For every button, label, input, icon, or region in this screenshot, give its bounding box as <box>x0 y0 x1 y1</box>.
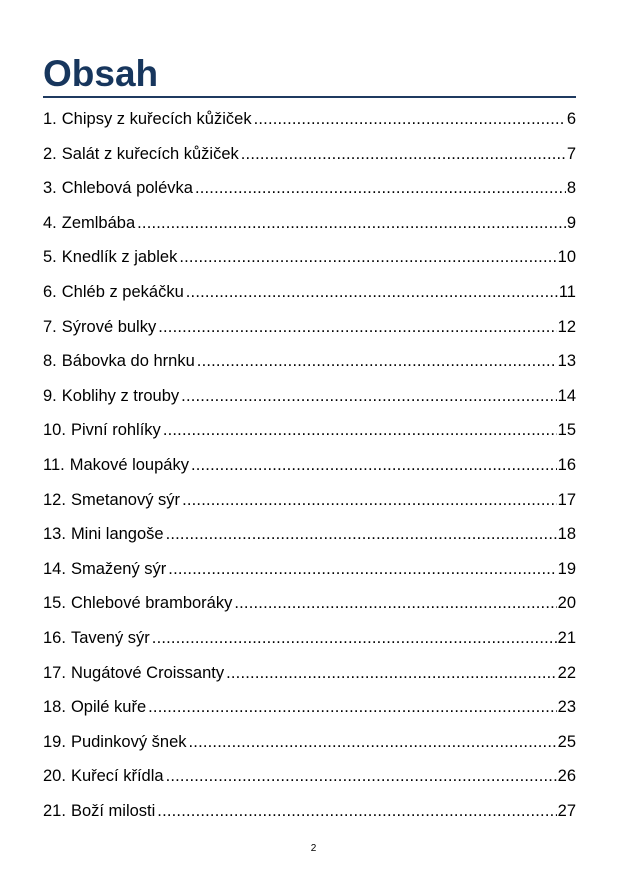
toc-entry-page: 11 <box>558 282 576 301</box>
toc-entry-title: Knedlík z jablek <box>61 248 178 267</box>
toc-entry[interactable] <box>43 275 576 310</box>
toc-entry-number: 3. <box>43 179 57 198</box>
toc-entry[interactable] <box>43 794 576 829</box>
toc-entry-number: 2. <box>43 144 57 163</box>
toc-entry-number: 15. <box>43 594 66 613</box>
toc-dot-leader <box>197 344 557 379</box>
toc-entry[interactable] <box>43 413 576 448</box>
toc-entry-number: 14. <box>43 559 66 578</box>
toc-entry-page: 17 <box>557 490 576 509</box>
toc-entry-page: 8 <box>566 179 576 198</box>
toc-dot-leader <box>234 586 556 621</box>
toc-entry[interactable] <box>43 586 576 621</box>
heading-underline <box>43 96 576 98</box>
toc-entry-number: 21. <box>43 801 66 820</box>
toc-entry-page: 26 <box>557 767 576 786</box>
toc-entry-number: 20. <box>43 767 66 786</box>
toc-entry-title: Chipsy z kuřecích kůžiček <box>61 110 252 128</box>
toc-dot-leader <box>181 379 556 414</box>
toc-entry-title: Chlebová polévka <box>61 179 193 198</box>
toc-dot-leader <box>186 275 558 310</box>
toc-entry[interactable] <box>43 552 576 587</box>
toc-entry-title: Zemlbába <box>61 213 136 232</box>
toc-dot-leader <box>137 206 566 241</box>
toc-entry[interactable] <box>43 240 576 275</box>
toc-entry-page: 13 <box>557 352 576 371</box>
toc-entry-number: 5. <box>43 248 57 267</box>
toc-entry[interactable] <box>43 206 576 241</box>
toc-entry-title: Makové loupáky <box>69 455 189 474</box>
toc-heading: Obsah <box>43 53 159 94</box>
toc-entry[interactable] <box>43 690 576 725</box>
page-number: 2 <box>310 843 317 854</box>
toc-entry-title: Smažený sýr <box>70 559 167 578</box>
toc-entry-number: 1. <box>43 110 57 128</box>
toc-entry-page: 16 <box>557 455 576 474</box>
toc-dot-leader <box>189 725 557 760</box>
toc-entry[interactable] <box>43 171 576 206</box>
toc-dot-leader <box>166 517 557 552</box>
toc-entry-title: Tavený sýr <box>70 628 150 647</box>
toc-entry[interactable] <box>43 656 576 691</box>
toc-entry-page: 21 <box>557 628 576 647</box>
toc-entry[interactable] <box>43 621 576 656</box>
toc-dot-leader <box>157 794 556 829</box>
toc-entry[interactable] <box>43 448 576 483</box>
toc-entry-page: 15 <box>557 421 576 440</box>
toc-entry-number: 7. <box>43 317 57 336</box>
toc-entry-title: Chléb z pekáčku <box>61 282 184 301</box>
toc-entry-title: Pivní rohlíky <box>70 421 161 440</box>
toc-entry-page: 6 <box>566 110 576 128</box>
toc-entry-page: 12 <box>557 317 576 336</box>
toc-dot-leader <box>226 656 557 691</box>
toc-entry-page: 19 <box>557 559 576 578</box>
toc-dot-leader <box>254 102 566 137</box>
toc-entry[interactable] <box>43 102 576 137</box>
toc-entry-page: 20 <box>557 594 576 613</box>
toc-dot-leader <box>241 137 566 172</box>
toc-entry-title: Pudinkový šnek <box>70 732 187 751</box>
toc-entry[interactable] <box>43 379 576 414</box>
toc-entry[interactable] <box>43 725 576 760</box>
toc-entry-page: 10 <box>557 248 576 267</box>
toc-dot-leader <box>182 483 557 518</box>
toc-entry-title: Opilé kuře <box>70 698 147 717</box>
toc-entry-page: 27 <box>557 801 576 820</box>
toc-entry-page: 22 <box>557 663 576 682</box>
toc-entry-title: Smetanový sýr <box>70 490 181 509</box>
toc-entry[interactable] <box>43 517 576 552</box>
toc-dot-leader <box>168 552 556 587</box>
toc-entry-number: 9. <box>43 386 57 405</box>
toc-dot-leader <box>158 310 556 345</box>
toc-entry-number: 4. <box>43 213 57 232</box>
toc-entry-title: Koblihy z trouby <box>61 386 180 405</box>
toc-entry-number: 12. <box>43 490 66 509</box>
toc-entry-number: 13. <box>43 525 66 544</box>
toc-entry-number: 17. <box>43 663 66 682</box>
toc-entry-number: 10. <box>43 421 66 440</box>
toc-entry-number: 19. <box>43 732 66 751</box>
toc-entry-number: 16. <box>43 628 66 647</box>
toc-entry-title: Salát z kuřecích kůžiček <box>61 144 239 163</box>
toc-entry[interactable] <box>43 483 576 518</box>
toc-entry-page: 23 <box>557 698 576 717</box>
toc-entry-number: 18. <box>43 698 66 717</box>
toc-dot-leader <box>166 759 557 794</box>
toc-dot-leader <box>195 171 566 206</box>
toc-dot-leader <box>191 448 557 483</box>
toc-entry[interactable] <box>43 759 576 794</box>
toc-dot-leader <box>179 240 556 275</box>
toc-entry-page: 14 <box>557 386 576 405</box>
toc-dot-leader <box>163 413 557 448</box>
toc-entry-title: Nugátové Croissanty <box>70 663 225 682</box>
toc-entry-title: Boží milosti <box>70 801 156 820</box>
toc-entry-title: Kuřecí křídla <box>70 767 164 786</box>
toc-entry-page: 9 <box>566 213 576 232</box>
toc-entry-page: 7 <box>566 144 576 163</box>
toc-entry-number: 11. <box>43 455 65 474</box>
toc-entry-number: 8. <box>43 352 57 371</box>
toc-dot-leader <box>152 621 557 656</box>
toc-entry-title: Sýrové bulky <box>61 317 157 336</box>
toc-dot-leader <box>148 690 557 725</box>
toc-entry[interactable] <box>43 310 576 345</box>
toc-entry-title: Mini langoše <box>70 525 164 544</box>
table-of-contents <box>43 102 576 828</box>
toc-entry-title: Bábovka do hrnku <box>61 352 195 371</box>
toc-entry-title: Chlebové bramboráky <box>70 594 233 613</box>
toc-entry[interactable] <box>43 137 576 172</box>
toc-entry-number: 6. <box>43 282 57 301</box>
toc-entry-page: 25 <box>557 732 576 751</box>
toc-entry[interactable] <box>43 344 576 379</box>
toc-entry-page: 18 <box>557 525 576 544</box>
